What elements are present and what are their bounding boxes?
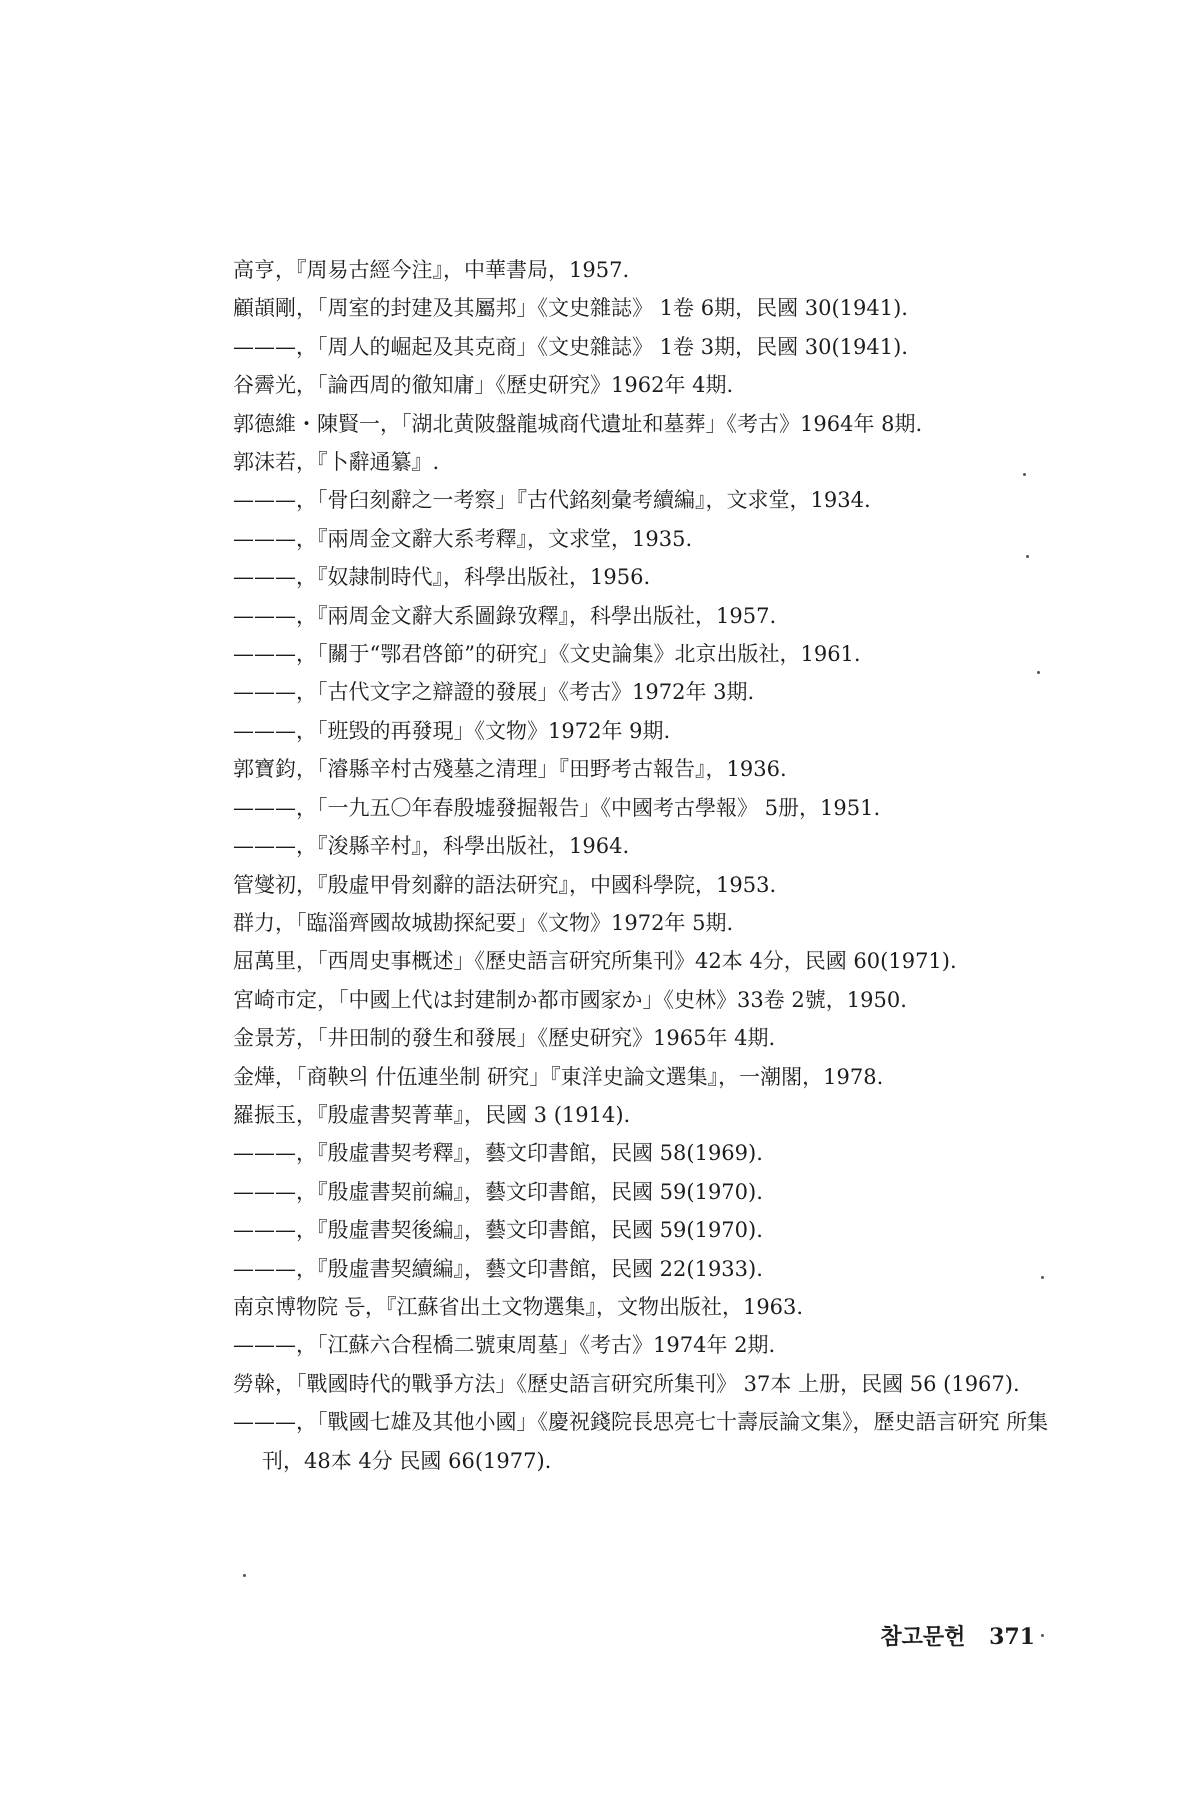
bibliography-entry: ———，「古代文字之辯證的發展」《考古》1972年 3期.: [233, 680, 755, 705]
bibliography-entry: 宮崎市定，「中國上代は封建制か都市國家か」《史林》33卷 2號，1950.: [233, 987, 907, 1012]
bibliography-entry: 谷霽光，「論西周的徹知庸」《歷史研究》1962年 4期.: [233, 373, 734, 398]
scan-speck: [1026, 555, 1029, 558]
bibliography-entry: ———，「江蘇六合程橋二號東周墓」《考古》1974年 2期.: [233, 1333, 776, 1358]
bibliography-entry: 高亨，『周易古經今注』，中華書局，1957.: [233, 258, 630, 282]
bibliography-entry: 顧頡剛，「周室的封建及其屬邦」《文史雜誌》 1卷 6期，民國 30(1941).: [233, 296, 908, 321]
scan-speck: [1023, 473, 1026, 476]
scan-speck: [1041, 1634, 1044, 1637]
bibliography-entry: ———，「戰國七雄及其他小國」《慶祝錢院長思亮七十壽辰論文集》，歷史語言研究 所集刊，48本 4分 民國 66(1977).: [233, 1410, 1049, 1473]
bibliography-entry: 羅振玉，『殷虛書契菁華』，民國 3 (1914).: [233, 1102, 631, 1127]
bibliography-entry: 群力，「臨淄齊國故城勘探紀要」《文物》1972年 5期.: [233, 910, 734, 935]
bibliography-entry: 屈萬里，「西周史事概述」《歷史語言研究所集刊》42本 4分，民國 60(1971).: [233, 949, 957, 974]
bibliography-entry: ———，『兩周金文辭大系考釋』，文求堂，1935.: [233, 526, 693, 551]
bibliography-entry: ———，『殷虛書契後編』，藝文印書館，民國 59(1970).: [233, 1218, 763, 1243]
scan-speck: [243, 1574, 246, 1577]
scan-speck: [1037, 671, 1040, 674]
bibliography-entry: ———，「班毁的再發現」《文物》1972年 9期.: [233, 718, 671, 743]
bibliography-entry: 南京博物院 등，『江蘇省出土文物選集』，文物出版社，1963.: [233, 1294, 804, 1319]
page-footer: [880, 1620, 1035, 1651]
bibliography-entry: ———，『殷虛書契續編』，藝文印書館，民國 22(1933).: [233, 1256, 763, 1281]
bibliography-entry: ———，「一九五〇年春殷墟發掘報告」《中國考古學報》 5册，1951.: [233, 795, 881, 820]
bibliography-entry: ———，『殷虛書契前編』，藝文印書館，民國 59(1970).: [233, 1179, 763, 1204]
bibliography-entry: 金燁，「商鞅의 什伍連坐制 研究」『東洋史論文選集』，一潮閣，1978.: [233, 1064, 884, 1089]
running-footer-label: 참고문헌: [880, 1624, 966, 1650]
bibliography-entry: ———，「周人的崛起及其克商」《文史雜誌》 1卷 3期，民國 30(1941).: [233, 334, 908, 359]
bibliography-entry: ———，「關于“鄂君啓節”的研究」《文史論集》北京出版社，1961.: [233, 642, 861, 667]
bibliography-entry: 郭寶鈞，「濬縣辛村古殘墓之清理」『田野考古報告』，1936.: [233, 757, 787, 782]
bibliography-entry: ———，『奴隷制時代』，科學出版社，1956.: [233, 565, 651, 590]
bibliography-entry: 郭沫若，『卜辭通纂』.: [233, 450, 440, 475]
bibliography-entry: ———，「骨臼刻辭之一考察」『古代銘刻彙考續編』，文求堂，1934.: [233, 488, 871, 513]
bibliography-entry: ———，『浚縣辛村』，科學出版社，1964.: [233, 834, 630, 859]
bibliography-entry: 管燮初，『殷虛甲骨刻辭的語法研究』，中國科學院，1953.: [233, 872, 777, 897]
page-number: 371: [989, 1624, 1035, 1650]
scan-speck: [1041, 1276, 1044, 1279]
bibliography-list: [233, 251, 1073, 1480]
bibliography-entry: 勞榦，「戰國時代的戰爭方法」《歷史語言研究所集刊》 37本 上册，民國 56 (1967).: [233, 1371, 1020, 1396]
bibliography-entry: ———，『兩周金文辭大系圖錄攷釋』，科學出版社，1957.: [233, 603, 777, 628]
bibliography-entry: ———，『殷虛書契考釋』，藝文印書館，民國 58(1969).: [233, 1141, 763, 1166]
bibliography-entry: 金景芳，「井田制的發生和發展」《歷史研究》1965年 4期.: [233, 1026, 776, 1051]
bibliography-entry: 郭德維・陳賢一，「湖北黄陂盤龍城商代遺址和墓葬」《考古》1964年 8期.: [233, 411, 923, 436]
